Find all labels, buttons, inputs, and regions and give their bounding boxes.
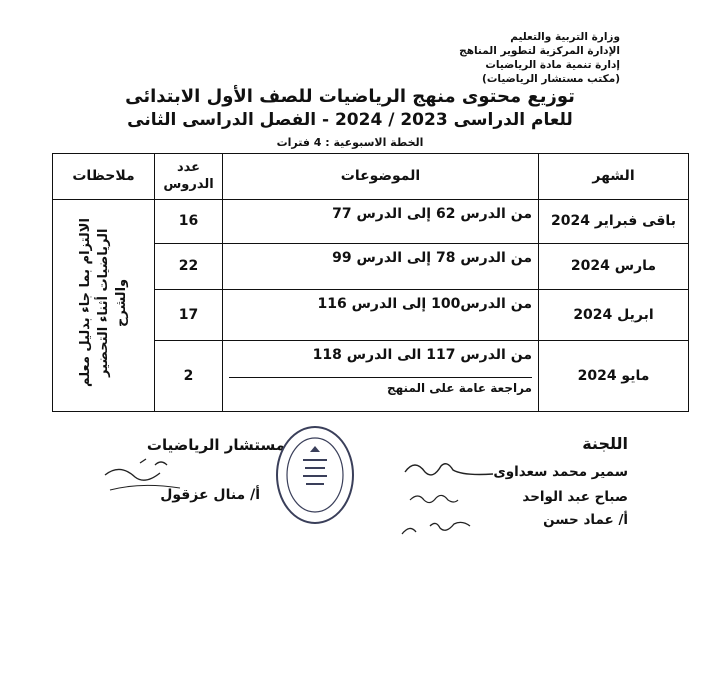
- document-subtitle: للعام الدراسى 2023 / 2024 - الفصل الدراسى الثانى: [127, 110, 573, 130]
- notes-cell: [53, 199, 155, 411]
- topics-text: من الدرس 117 الى الدرس 118: [312, 346, 532, 363]
- header-topics: الموضوعات: [223, 154, 539, 200]
- month-cell: ابريل 2024: [539, 289, 689, 340]
- month-cell: مارس 2024: [539, 243, 689, 289]
- header-line-advisor-office: (مكتب مستشار الرياضيات): [482, 73, 620, 85]
- count-cell: 16: [155, 199, 223, 243]
- advisor-name: أ/ منال عزقول: [160, 487, 260, 503]
- weekly-plan-note: الخطة الاسبوعية : 4 فترات: [276, 136, 424, 149]
- topics-cell: [223, 340, 539, 411]
- topics-cell: من الدرس100 إلى الدرس 116: [223, 289, 539, 340]
- header-line-math-dept: إدارة تنمية مادة الرياضيات: [485, 59, 620, 71]
- month-cell: باقى فبراير 2024: [539, 199, 689, 243]
- header-month: الشهر: [539, 154, 689, 200]
- official-seal-icon: [270, 420, 360, 540]
- committee-member-3: أ/ عماد حسن: [543, 512, 628, 528]
- table-header-row: [53, 154, 689, 200]
- header-line-ministry: وزارة التربية والتعليم: [510, 31, 620, 43]
- ministry-header: [360, 30, 620, 86]
- committee-member-2: صباح عبد الواحد: [522, 489, 628, 505]
- table-row: [53, 199, 689, 243]
- header-count: عدد الدروس: [155, 154, 223, 200]
- distribution-table: [52, 153, 689, 412]
- committee-title: اللجنة: [582, 434, 628, 453]
- count-cell: 17: [155, 289, 223, 340]
- topics-cell: من الدرس 78 إلى الدرس 99: [223, 243, 539, 289]
- notes-text: الالتزام بما جاء بدليل معلم الرياضيات أثناء التحضير والشرح: [77, 218, 129, 388]
- count-cell: 2: [155, 340, 223, 411]
- committee-member-1: سمير محمد سعداوى: [493, 464, 628, 480]
- topics-cell: من الدرس 62 إلى الدرس 77: [223, 199, 539, 243]
- count-cell: 22: [155, 243, 223, 289]
- header-notes: ملاحظات: [53, 154, 155, 200]
- general-review-text: مراجعة عامة على المنهج: [229, 377, 532, 395]
- header-line-central-admin: الإدارة المركزية لتطوير المناهج: [459, 45, 620, 57]
- committee-signatures-scribble: [400, 452, 510, 542]
- document-title: توزيع محتوى منهج الرياضيات للصف الأول الابتدائى: [125, 86, 575, 107]
- advisor-title: مستشار الرياضيات: [146, 436, 285, 454]
- month-cell: مايو 2024: [539, 340, 689, 411]
